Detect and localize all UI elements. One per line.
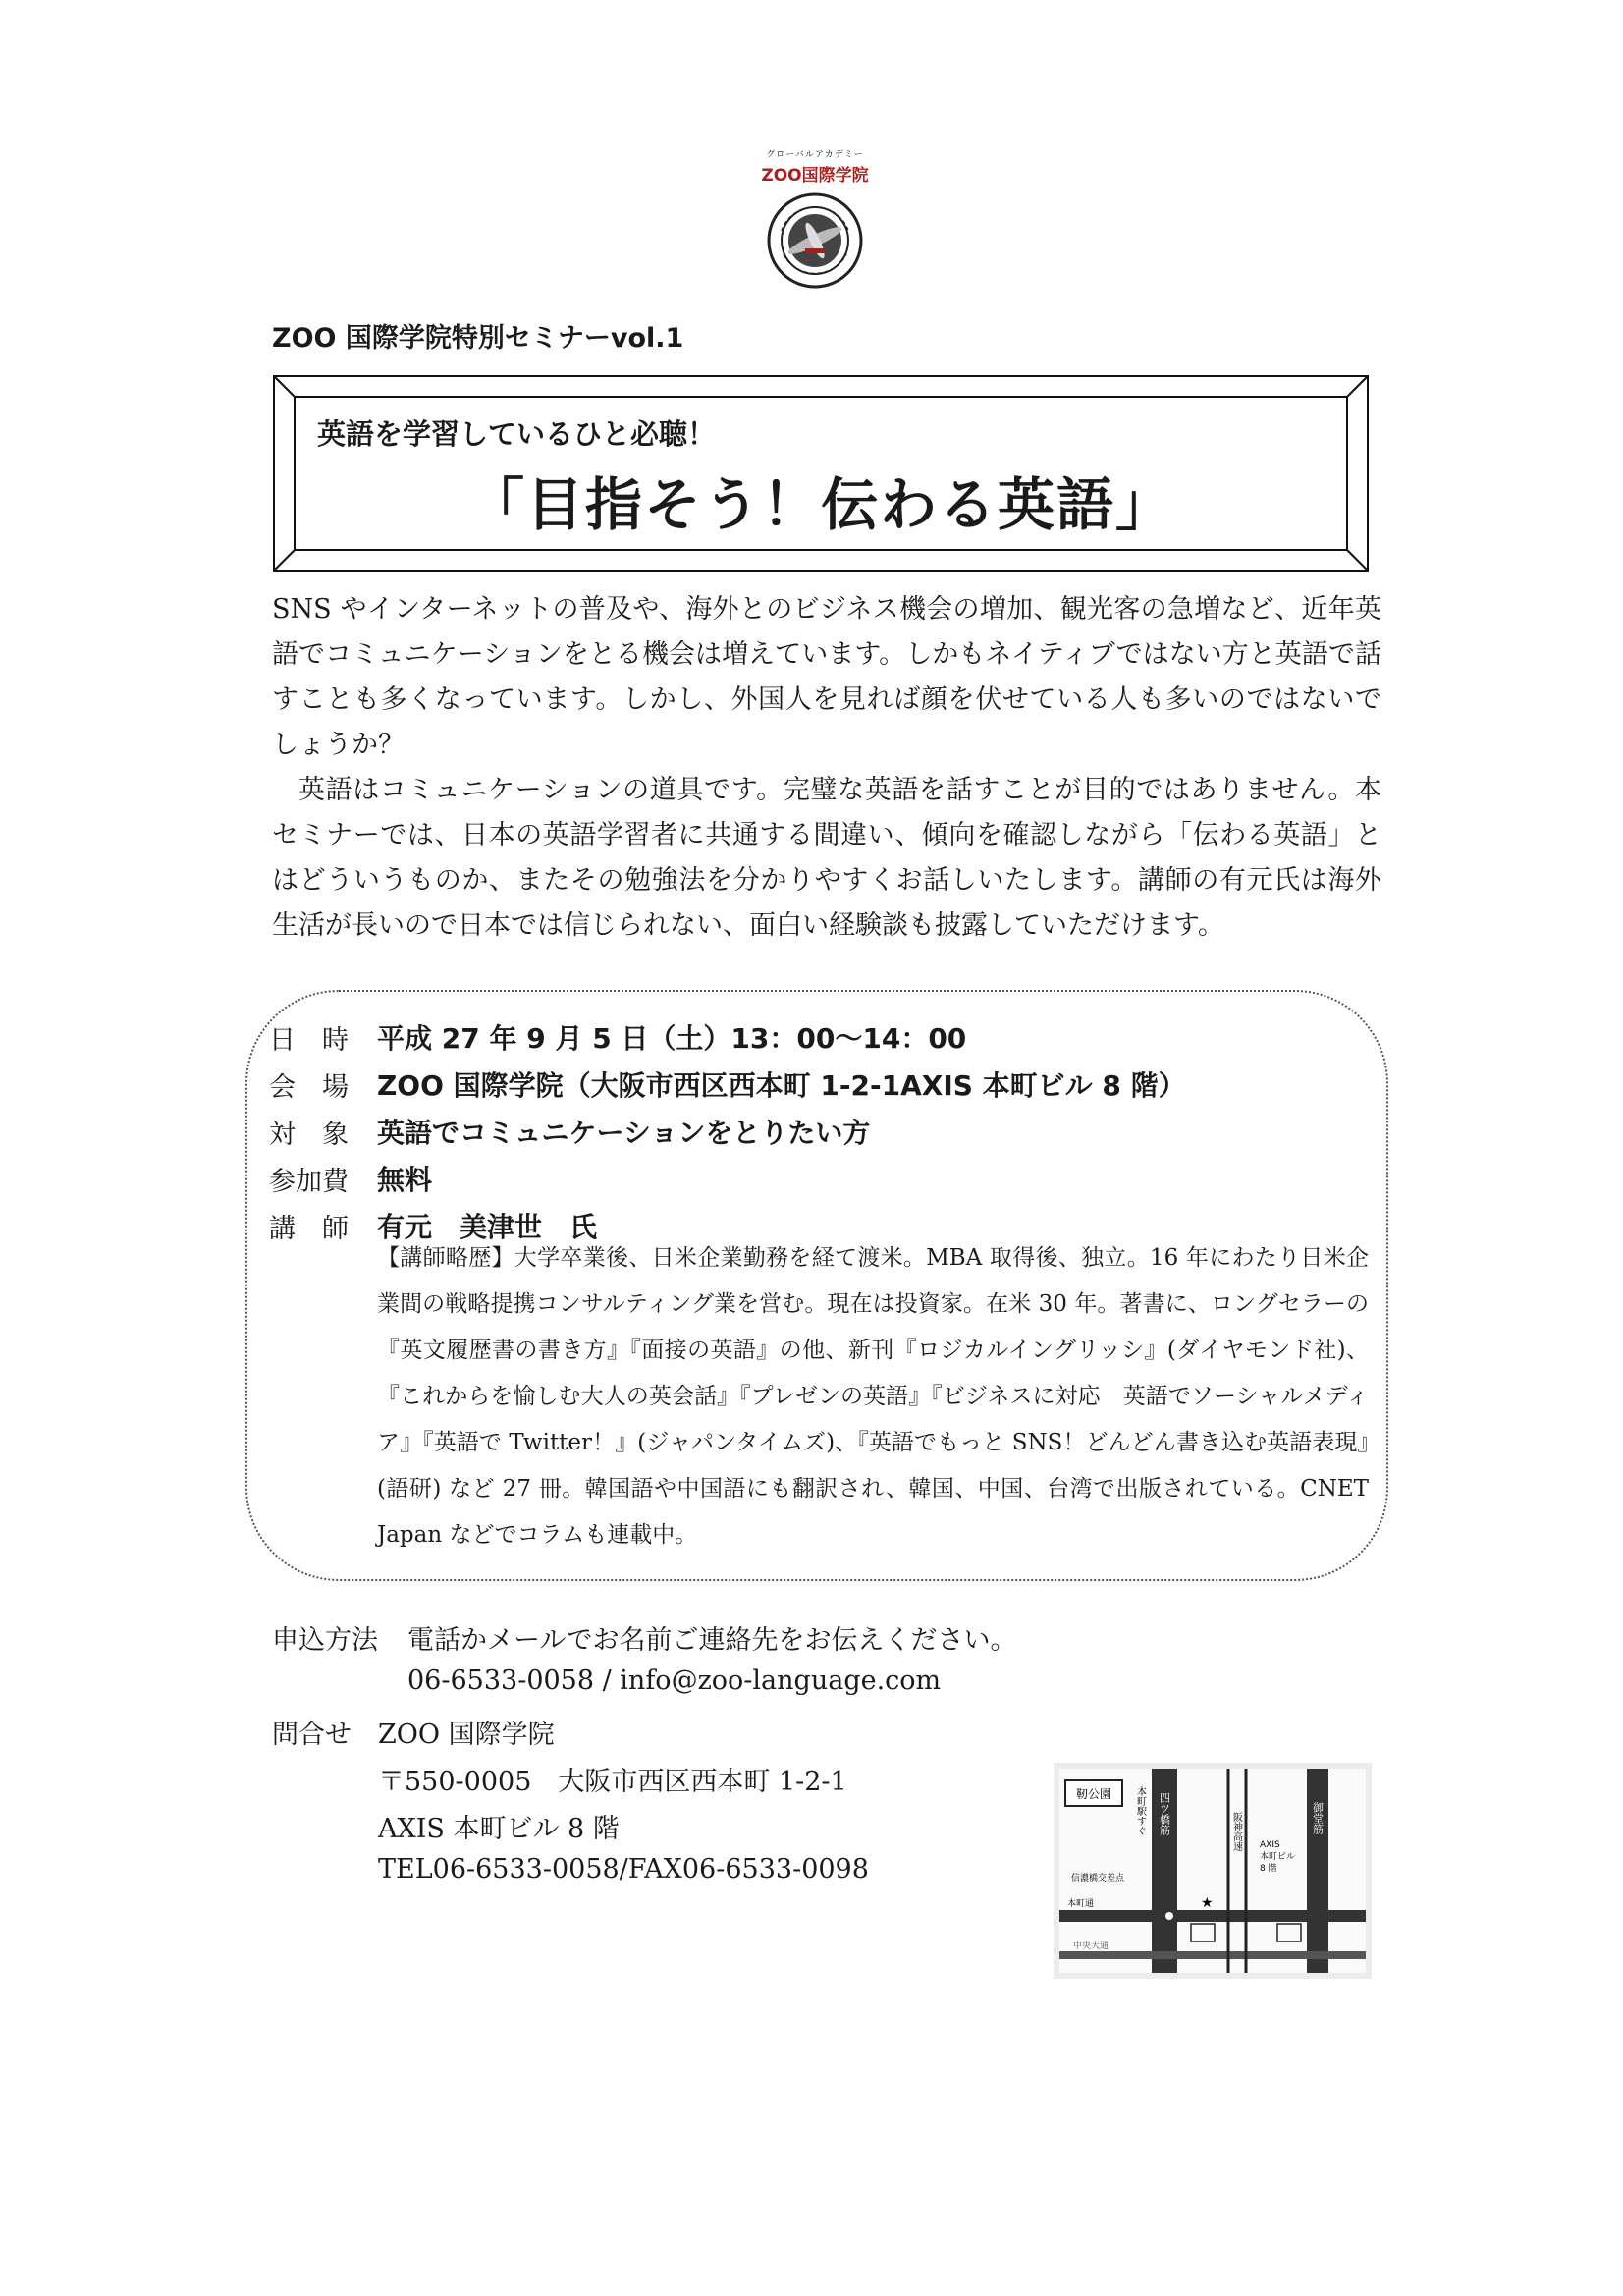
target-value: 英語でコミュニケーションをとりたい方 [377, 1117, 871, 1149]
map-midosuji-label: 御堂筋 [1311, 1802, 1325, 1834]
map-hommachi-label: 本町通 [1067, 1899, 1095, 1909]
series-title: ZOO 国際学院特別セミナーvol.1 [272, 323, 684, 354]
logo-subtitle: グローバルアカデミー [766, 150, 864, 160]
intro-text [272, 587, 1381, 949]
fee-label: 参加費 [269, 1166, 349, 1197]
map-axis-label-2: 本町ビル [1260, 1852, 1296, 1862]
inquiry-label: 問合せ [272, 1720, 352, 1750]
seminar-details-box [245, 990, 1388, 1581]
fee-value: 無料 [377, 1164, 433, 1196]
map-hanshin-label: 阪神高速 [1230, 1812, 1242, 1851]
logo [746, 147, 884, 304]
map-axis-label-3: 8 階 [1260, 1864, 1277, 1874]
inquiry-name: ZOO 国際学院 [378, 1720, 555, 1750]
map-road-chuo [1059, 1951, 1366, 1959]
venue-value: ZOO 国際学院（大阪市西区西本町 1-2-1AXIS 本町ビル 8 階） [377, 1069, 1186, 1102]
map-shinano-label: 信濃橋交差点 [1071, 1874, 1125, 1884]
map-yotsubashi-label: 四ツ橋筋 [1158, 1792, 1171, 1835]
date-row [269, 1017, 966, 1057]
target-row [269, 1112, 870, 1151]
access-map [1054, 1763, 1372, 1979]
application-contact[interactable]: 06-6533-0058 / info@zoo-language.com [407, 1666, 942, 1696]
headline-main: 「目指そう！伝わる英語」 [466, 471, 1174, 538]
target-label: 対 象 [269, 1119, 349, 1150]
inquiry-tel: TEL06-6533-0058/FAX06-6533-0098 [378, 1854, 869, 1885]
lecturer-bio: 【講師略歴】大学卒業後、日米企業勤務を経て渡米。MBA 取得後、独立。16 年にわたり日米企業間の戦略提携コンサルティング業を営む。現在は投資家。在米 30 年。著書に、ロングセラーの『英文履歴書の書き方』『面接の英語』の他、新刊『ロジカルイングリッシ』(ダイヤモンド社)、『これからを愉しむ大人の英会話』『プレゼンの英語』『ビジネスに対応 英語でソーシャルメディア』『英語で Twitter！』(ジャパンタイムズ)、『英語でもっと SNS！どんどん書き込む英語表現』(語研) など 27 冊。韓国語や中国語にも翻訳され、韓国、中国、台湾で出版されている。CNET Japan などでコラムも連載中。 [377, 1245, 1369, 1548]
application-text: 電話かメールでお名前ご連絡先をお伝えください。 [407, 1625, 1017, 1656]
map-park-label: 靭公園 [1075, 1787, 1112, 1801]
intro-paragraph-1: SNS やインターネットの普及や、海外とのビジネス機会の増加、観光客の急増など、近年英語でコミュニケーションをとる機会は増えています。しかもネイティブではない方と英語で話すことも多くなっています。しかし、外国人を見れば顔を伏せている人も多いのではないでしょうか？ [272, 594, 1381, 760]
inquiry-address-2: AXIS 本町ビル 8 階 [378, 1814, 620, 1844]
lecturer-label: 講 師 [269, 1213, 349, 1244]
venue-label: 会 場 [269, 1071, 349, 1103]
inquiry-address-1: 〒550-0005 大阪市西区西本町 1-2-1 [378, 1767, 847, 1797]
application-label: 申込方法 [272, 1625, 378, 1656]
headline-sub: 英語を学習しているひと必聴！ [317, 417, 717, 451]
intro-paragraph-2: 英語はコミュニケーションの道具です。完璧な英語を話すことが目的ではありません。本セミナーでは、日本の英語学習者に共通する間違い、傾向を確認しながら「伝わる英語」とはどういうものか、またその勉強法を分かりやすくお話しいたします。講師の有元氏は海外生活が長いので日本では信じられない、面白い経験談も披露していただけます。 [272, 775, 1381, 941]
map-road-hommachi [1059, 1910, 1366, 1922]
date-value: 平成 27 年 9 月 5 日（土）13：00〜14：00 [377, 1022, 967, 1055]
logo-name: ZOO国際学院 [761, 166, 869, 186]
seal-emblem-icon [766, 191, 864, 290]
map-axis-label: AXIS [1260, 1840, 1280, 1850]
headline-frame [273, 375, 1369, 572]
fee-row [269, 1159, 432, 1198]
date-label: 日 時 [269, 1024, 349, 1056]
lecturer-value: 有元 美津世 氏 [377, 1211, 598, 1243]
map-road-midosuji [1307, 1769, 1328, 1973]
map-station-label: 本町駅すぐ [1134, 1786, 1146, 1835]
map-chuo-label: 中央大通 [1073, 1941, 1109, 1951]
venue-row [269, 1065, 1186, 1104]
map-star-icon: ★ [1201, 1895, 1214, 1911]
